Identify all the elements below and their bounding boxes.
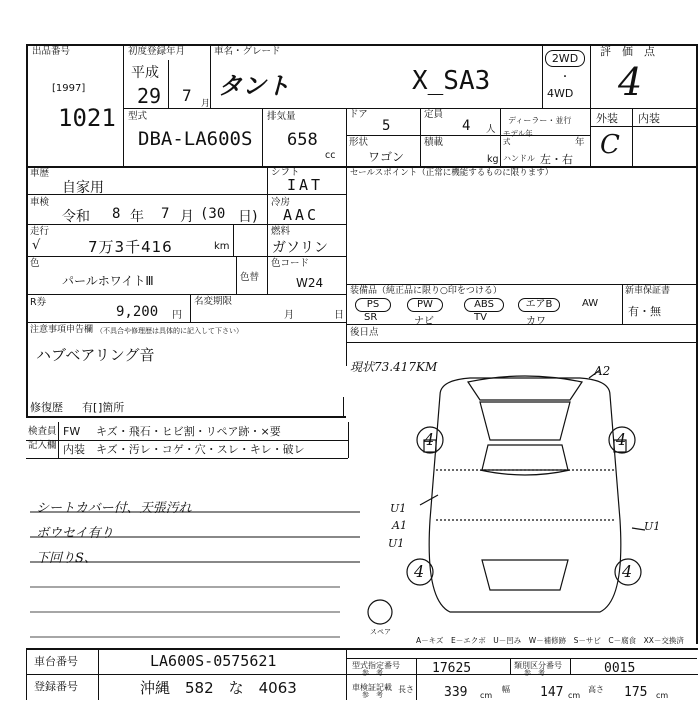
diagram-mark-a2: A2 (594, 364, 611, 378)
inspection-era: 令和 (62, 209, 90, 225)
shift-label: シフト (271, 167, 300, 178)
drive-2wd: 2WD (545, 50, 585, 67)
capacity-unit: 人 (486, 124, 496, 135)
score: 4 (618, 60, 643, 104)
diagram-tire-rear-left: 4 (414, 562, 425, 581)
recycle-unit: 円 (172, 310, 182, 321)
score-label: 評 価 点 (600, 45, 655, 58)
handwritten-line-3: 下回りS、 (36, 551, 97, 566)
notes-label: 注意事項申告欄 (30, 325, 94, 335)
drive-dot: ・ (560, 72, 570, 83)
name-change-month: 月 (284, 310, 294, 321)
equipment-label: 装備品（純正品に限り○印をつける） (350, 286, 502, 296)
displacement-label: 排気量 (267, 111, 296, 122)
exterior-grade: C (600, 130, 620, 160)
fw-label: FW (63, 425, 81, 438)
equip-tv: TV (474, 312, 487, 323)
equip-aw: AW (582, 298, 599, 309)
ac: AAC (283, 206, 320, 224)
mileage-check: √ (32, 238, 41, 253)
warranty-label: 新車保証書 (625, 286, 671, 296)
handwritten-line-2: ボウセイ有り (36, 526, 114, 541)
era: 平成 (131, 65, 159, 81)
color-change-label: 色替 (240, 272, 260, 283)
diagram-mark-a1: A1 (392, 519, 407, 532)
diagram-mark-u1-right: U1 (644, 520, 661, 533)
ac-label: 冷房 (271, 197, 291, 208)
mileage-label: 走行 (30, 226, 50, 237)
car-grade-label: 車名・グレード (214, 46, 281, 57)
model-year-unit: 年 (575, 137, 585, 148)
capacity-label: 定員 (424, 109, 444, 120)
equip-pw: PW (407, 298, 443, 312)
diagram-tire-front-right: 4 (616, 430, 627, 449)
size-sub: 参 考 (362, 691, 383, 699)
model: DBA-LA600S (138, 128, 253, 150)
inspection-label: 車検 (30, 197, 50, 208)
lot-number-label: 出品番号 (32, 46, 71, 57)
repair-label: 修復歴 (30, 401, 63, 414)
handle: 左・右 (540, 153, 573, 166)
shift: IAT (287, 176, 324, 194)
lot-year: [1997] (52, 83, 86, 94)
diagram-mark-u1-left-top: U1 (390, 502, 407, 515)
handwritten-line-1: シートカバー付、天張汚れ (36, 501, 192, 516)
width-unit: cm (568, 691, 581, 700)
damage-legend: A－キズ E－エクボ U－凹み W－補修跡 S－サビ C－腐食 XX－交換済 (416, 636, 684, 645)
width-label: 幅 (502, 685, 510, 694)
interior-inspect-label: 内装 (63, 443, 85, 456)
grade: X_SA3 (412, 66, 491, 96)
first-registration-label: 初度登録年月 (128, 46, 186, 57)
lot-number: 1021 (58, 104, 116, 132)
warranty: 有・無 (628, 305, 661, 318)
recycle-label: R券 (30, 297, 47, 308)
model-label: 型式 (128, 111, 148, 122)
class-number: 0015 (604, 661, 636, 676)
equip-abs: ABS (464, 298, 504, 312)
km-unit: km (214, 241, 230, 252)
shape-label: 形状 (349, 137, 369, 148)
equip-navi: ナビ (414, 316, 434, 327)
inspector-label-1: 検査員 (28, 426, 57, 437)
exterior-label: 外装 (596, 112, 618, 125)
interior-inspect-items: キズ・汚レ・コゲ・穴・スレ・キレ・破レ (96, 443, 305, 456)
equip-sr: SR (364, 312, 378, 323)
diagram-mark-u1-left: U1 (388, 537, 405, 550)
notes-sub-label: （不具合や修理歴は具体的に記入して下さい） (96, 327, 243, 335)
width: 147 (540, 685, 564, 700)
name-change-label: 名変期限 (194, 296, 233, 307)
height-unit: cm (656, 691, 669, 700)
name-change-day: 日 (334, 310, 344, 321)
inspector-label-2: 記入欄 (28, 440, 57, 451)
repair-value: 有[ (82, 401, 98, 414)
sales-point-label: セールスポイント（正常に機能するものに限ります） (350, 168, 554, 178)
equip-leather: カワ (526, 316, 546, 327)
color-label: 色 (30, 258, 40, 269)
class-no-label: 類別区分番号 (514, 661, 562, 670)
spare-label: スペア (370, 628, 391, 636)
inspection-year: 8 (112, 206, 121, 222)
doors-label: ドア (349, 109, 368, 120)
class-no-sub: 参 考 (524, 669, 545, 677)
chassis-label: 車台番号 (34, 655, 78, 668)
type-no-label: 型式指定番号 (352, 661, 400, 670)
kg-unit: kg (487, 154, 499, 165)
length: 339 (444, 685, 468, 700)
mileage: 7万3千416 (88, 238, 173, 256)
month: 7 (182, 86, 192, 105)
diagram-tire-rear-right: 4 (622, 562, 633, 581)
displacement: 658 (287, 130, 318, 150)
car-name: タント (218, 71, 290, 100)
equip-airbag: エアB (518, 298, 560, 312)
doors: 5 (382, 118, 391, 134)
registration-label: 登録番号 (34, 680, 78, 693)
handle-label: ハンドル (503, 154, 535, 163)
fw-items: キズ・飛石・ヒビ割・リペア跡・×要 (96, 425, 281, 438)
color: パールホワイトⅢ (62, 274, 154, 288)
color-code: W24 (296, 276, 324, 290)
fuel: ガソリン (272, 240, 328, 256)
usage-label: 車歴 (30, 168, 50, 179)
month-unit: 月 (201, 99, 211, 109)
inspection-month-unit: 月 (180, 209, 194, 225)
height: 175 (624, 685, 648, 700)
chassis-number: LA600S-0575621 (150, 652, 277, 670)
registration-number: 沖縄 582 な 4063 (140, 679, 297, 697)
cc-unit: cc (325, 150, 336, 161)
type-no-sub: 参 考 (362, 669, 383, 677)
length-unit: cm (480, 691, 493, 700)
capacity: 4 (462, 118, 471, 134)
after-label: 後日点 (350, 327, 379, 338)
diagram-mileage-note: 現状73.417KM (350, 360, 438, 374)
shape: ワゴン (368, 150, 405, 164)
length-label: 長さ (398, 685, 414, 694)
fuel-label: 燃料 (271, 226, 291, 237)
diagram-tire-front-left: 4 (424, 430, 435, 449)
year: 29 (137, 84, 162, 108)
equip-ps: PS (355, 298, 391, 312)
inspection-day: (30 (200, 206, 226, 222)
color-code-label: 色コード (271, 258, 310, 269)
inspection-year-unit: 年 (130, 209, 144, 225)
recycle: 9,200 (116, 304, 159, 320)
inspection-month: 7 (161, 206, 170, 222)
drive-4wd: 4WD (547, 87, 574, 100)
height-label: 高さ (588, 685, 604, 694)
dealer-label: ディーラー・並行 (508, 116, 572, 125)
model-year-label: モデル年式 (503, 129, 533, 146)
load-label: 積載 (424, 137, 444, 148)
usage: 自家用 (62, 180, 104, 196)
repair-unit: ]箇所 (98, 401, 125, 414)
size-label: 車検証記載 (352, 683, 392, 692)
type-number: 17625 (432, 661, 472, 676)
notes-content: ハブベアリング音 (36, 346, 155, 364)
inspection-day-unit: 日) (238, 209, 258, 225)
interior-label: 内装 (638, 112, 660, 125)
